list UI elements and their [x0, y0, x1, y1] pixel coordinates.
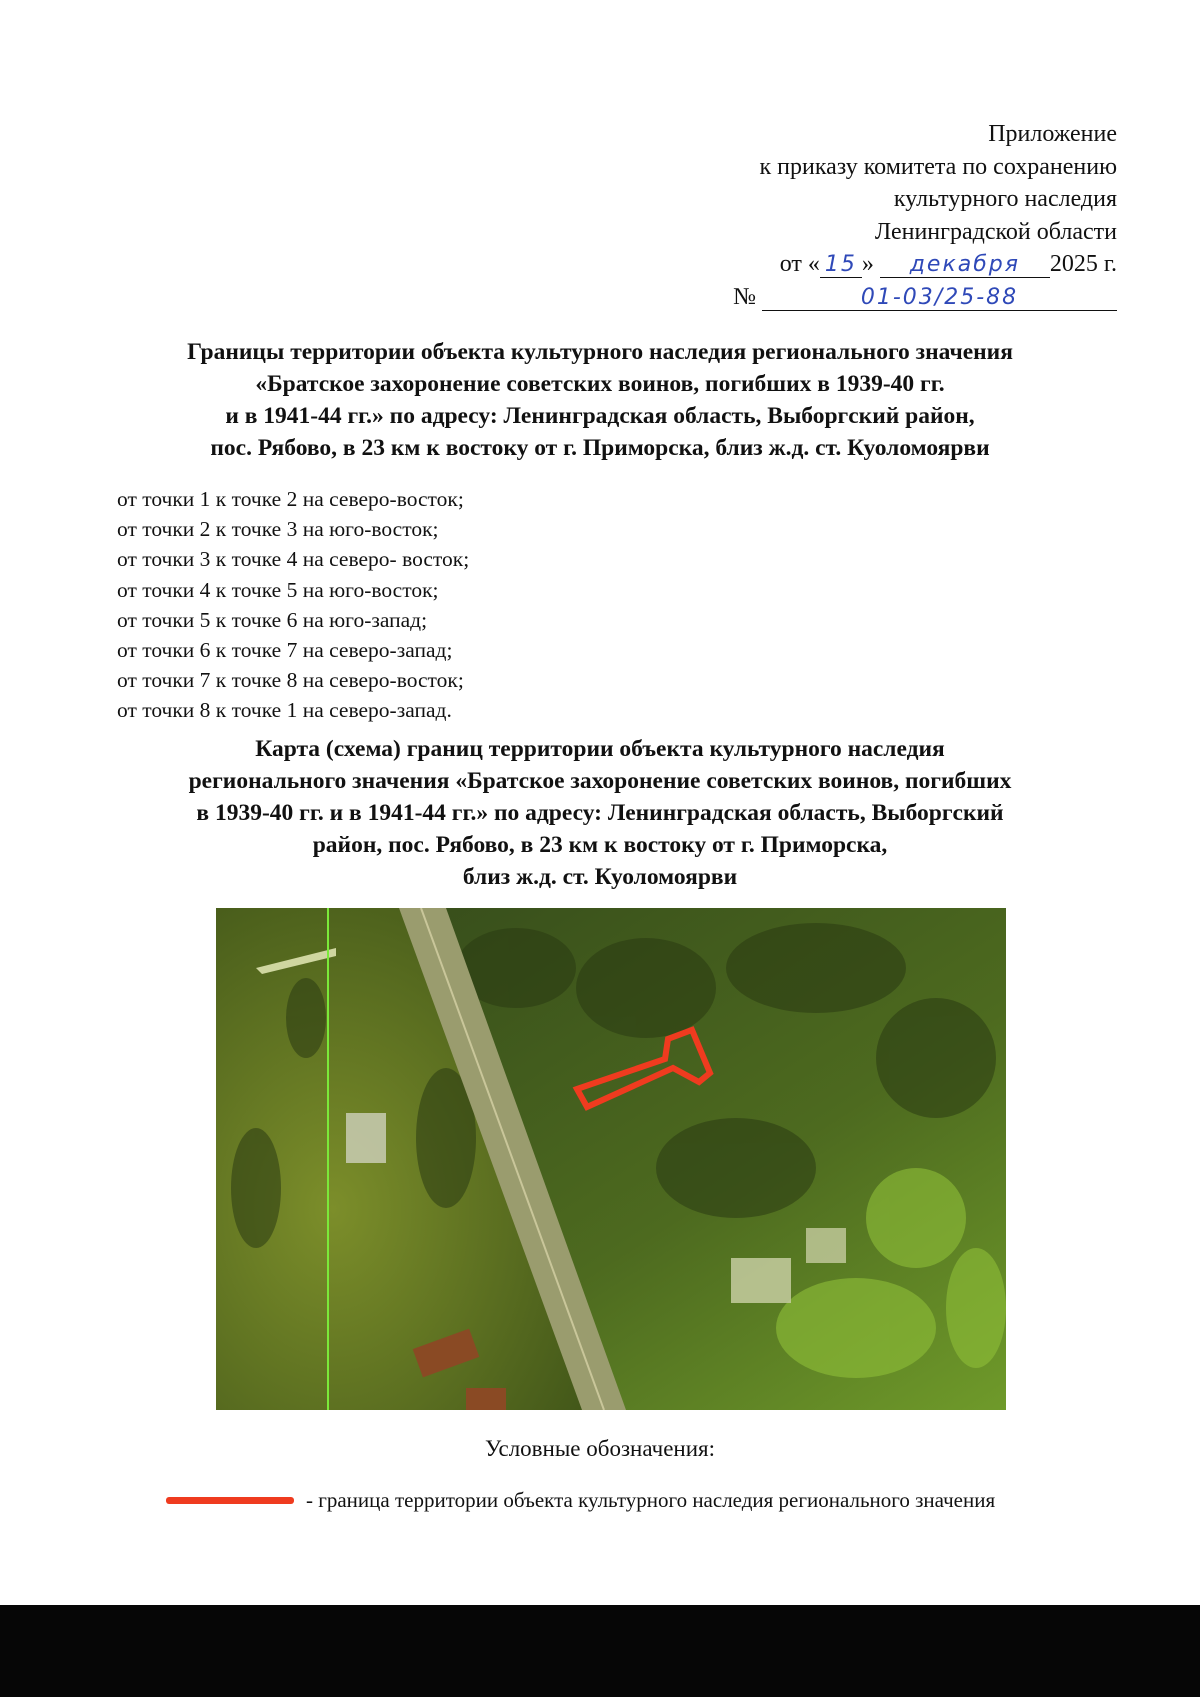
title-line: пос. Рябово, в 23 км к востоку от г. Приморска, близ ж.д. ст. Куоломоярви	[210, 435, 990, 461]
map-title-line: в 1939-40 гг. и в 1941-44 гг.» по адресу: Ленинградская область, Выборгский	[196, 800, 1004, 826]
boundary-step: от точки 1 к точке 2 на северо-восток;	[117, 487, 464, 511]
boundary-step: от точки 5 к точке 6 на юго-запад;	[117, 607, 428, 632]
building	[346, 1113, 386, 1163]
appendix-header	[733, 118, 1117, 313]
header-line: культурного наследия	[893, 186, 1117, 212]
map-title	[60, 733, 1140, 893]
date-day: 15	[820, 253, 862, 278]
map-title-line: близ ж.д. ст. Куоломоярви	[462, 864, 738, 890]
boundary-step: от точки 7 к точке 8 на северо-восток;	[117, 668, 464, 693]
date-month: декабря	[880, 253, 1050, 278]
header-line: Ленинградской области	[874, 218, 1117, 245]
date-prefix: от «	[779, 251, 820, 277]
boundary-step: от точки 6 к точке 7 на северо-запад;	[117, 638, 453, 663]
building-roof	[466, 1388, 506, 1410]
map-title-line: Карта (схема) границ территории объекта культурного наследия	[255, 736, 945, 762]
boundary-description	[117, 484, 469, 726]
map-title-line: регионального значения «Братское захоронение советских воинов, погибших	[188, 768, 1012, 794]
satellite-map	[216, 908, 1006, 1410]
title-line: и в 1941-44 гг.» по адресу: Ленинградская область, Выборгский район,	[225, 403, 975, 429]
boundary-step: от точки 8 к точке 1 на северо-запад.	[117, 698, 452, 723]
legend-label: - граница территории объекта культурного наследия регионального значения	[306, 1488, 996, 1512]
boundary-step: от точки 3 к точке 4 на северо- восток;	[117, 547, 470, 572]
boundary-step: от точки 2 к точке 3 на юго-восток;	[117, 517, 439, 542]
title-line: Границы территории объекта культурного наследия регионального значения	[187, 339, 1013, 365]
map-title-line: район, пос. Рябово, в 23 км к востоку от г. Приморска,	[312, 832, 888, 858]
building	[731, 1258, 791, 1303]
order-number	[733, 281, 1117, 314]
scan-border	[0, 1605, 1200, 1697]
legend-item	[166, 1488, 995, 1513]
number-value: 01-03/25-88	[762, 286, 1117, 311]
boundary-line-symbol	[166, 1497, 294, 1504]
number-label: №	[733, 283, 756, 310]
order-date	[733, 248, 1117, 281]
date-mid: »	[861, 251, 874, 277]
header-line: Приложение	[988, 121, 1117, 147]
header-line: к приказу комитета по сохранению	[759, 153, 1117, 180]
document-title	[60, 336, 1140, 464]
legend-title: Условные обозначения:	[484, 1436, 716, 1461]
boundary-step: от точки 4 к точке 5 на юго-восток;	[117, 577, 439, 602]
date-year: 2025 г.	[1049, 251, 1117, 277]
title-line: «Братское захоронение советских воинов, погибших в 1939-40 гг.	[255, 371, 945, 397]
building	[806, 1228, 846, 1263]
